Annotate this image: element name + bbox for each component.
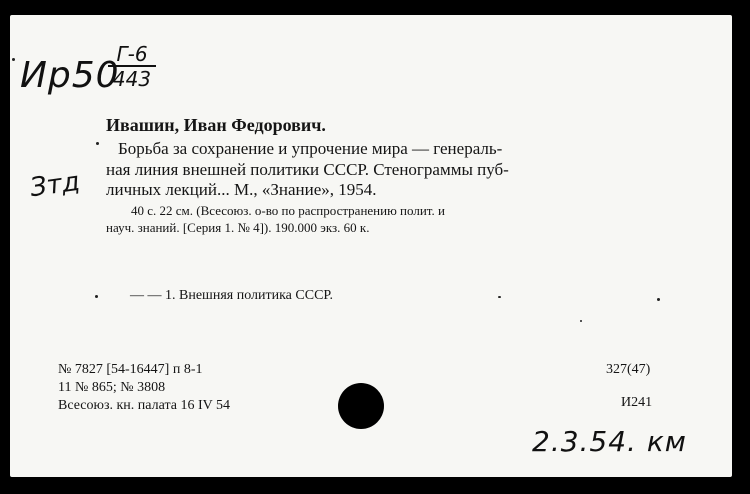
shelf-mark-main: Ир50 [20,55,120,96]
ink-speck [12,58,15,61]
author-heading: Ивашин, Иван Федорович. [106,115,326,135]
ink-speck [498,296,501,298]
title-line-2: ная линия внешней политики СССР. Стенограммы пуб- [106,160,509,179]
physical-description-line-2: науч. знаний. [Серия 1. № 4]). 190.000 экз. 60 к. [106,220,370,235]
index-code: И241 [621,395,653,410]
title-line-1: Борьба за сохранение и упрочение мира — генераль- [118,139,503,158]
title-line-3: личных лекций... М., «Знание», 1954. [106,180,377,199]
subject-heading: — — 1. Внешняя политика СССР. [130,288,333,303]
chamber-date-line: Всесоюз. кн. палата 16 IV 54 [58,398,230,413]
ink-speck [580,320,582,322]
classification-code: 327(47) [606,362,651,377]
shelf-fraction-top: Г-6 [108,43,156,67]
registration-number-line: № 7827 [54-16447] п 8-1 [58,362,203,377]
physical-description-line-1: 40 с. 22 см. (Всесоюз. о-во по распространению полит. и [131,203,445,218]
ink-speck [657,298,660,301]
margin-handwritten-mark: Зтд [28,166,82,204]
ink-speck [95,295,98,298]
handwritten-date-note: 2.3.54. км [532,425,687,458]
ink-speck [96,142,99,145]
reference-numbers-line: 11 № 865; № 3808 [58,380,166,395]
shelf-mark-fraction [108,43,156,91]
shelf-fraction-bottom: 443 [112,67,152,91]
card-punch-hole [338,383,384,429]
